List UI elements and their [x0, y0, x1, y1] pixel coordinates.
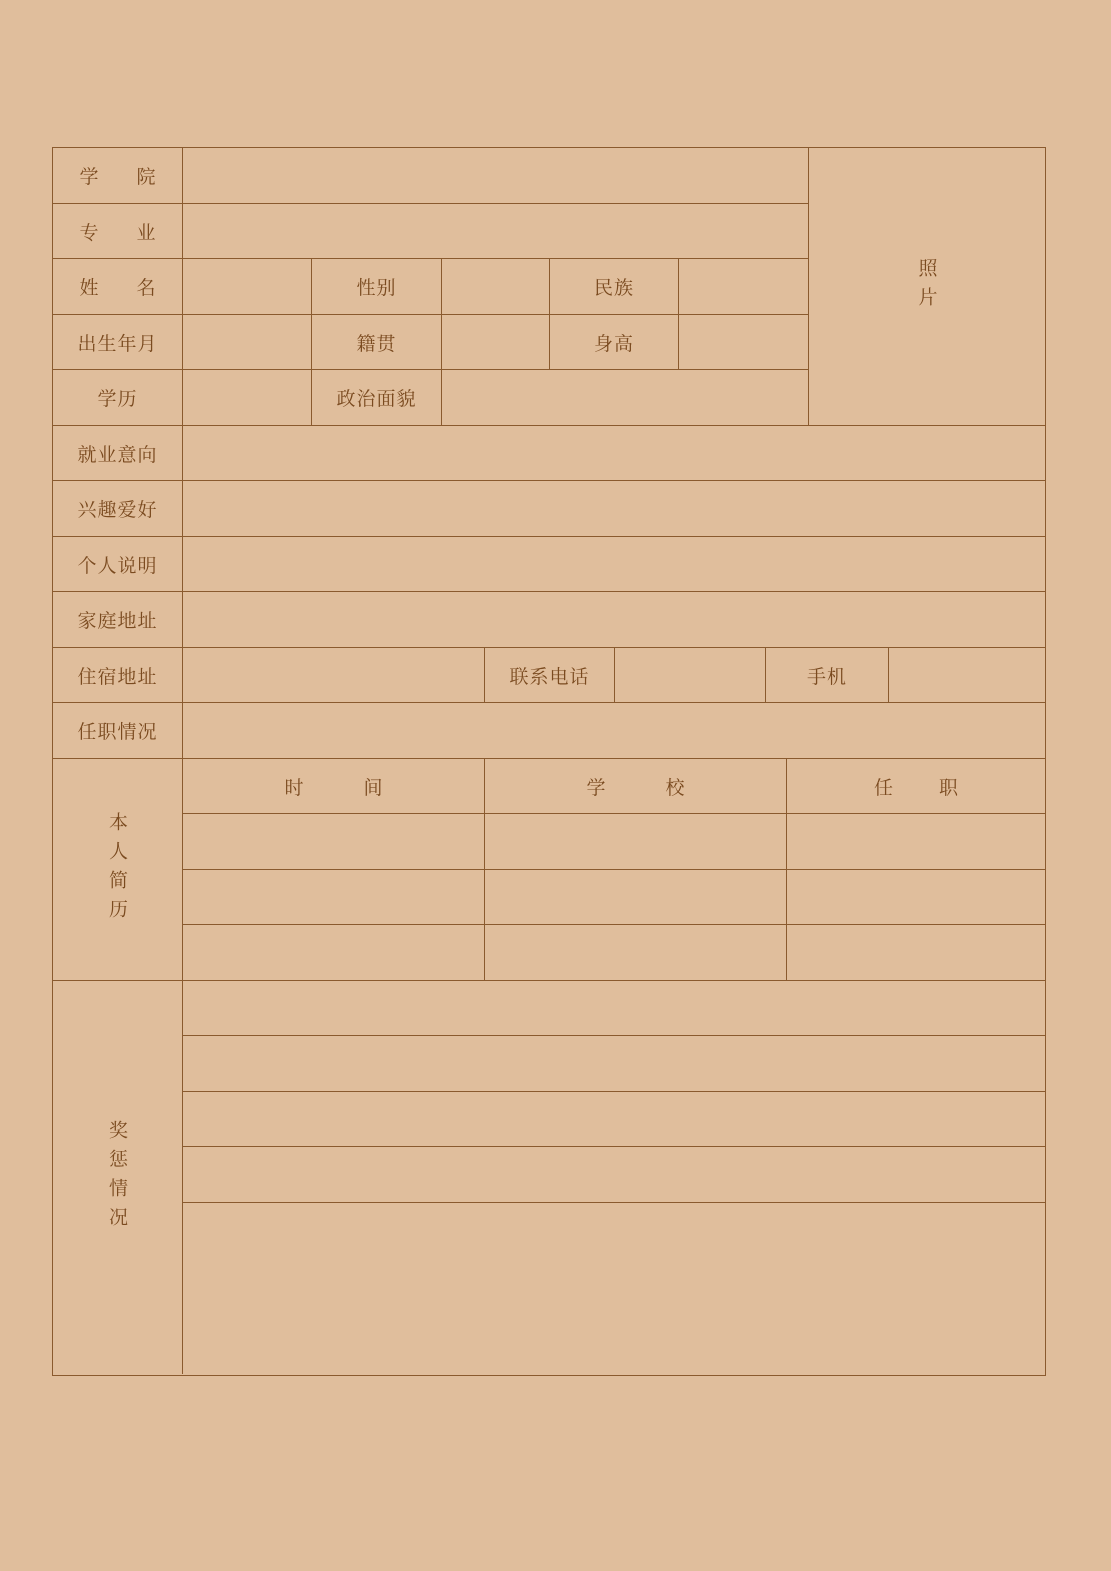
field-dorm-address[interactable]	[183, 648, 485, 703]
field-college[interactable]	[183, 148, 809, 204]
resume-header-time: 时间	[183, 759, 485, 814]
field-name[interactable]	[183, 259, 312, 315]
label-education: 学历	[53, 370, 183, 426]
field-home-address[interactable]	[183, 592, 1045, 648]
field-native-place[interactable]	[442, 315, 550, 370]
rewards-line-4[interactable]	[183, 1147, 1045, 1203]
field-hobbies[interactable]	[183, 481, 1045, 537]
rewards-line-3[interactable]	[183, 1092, 1045, 1147]
resume-cell-position-3[interactable]	[787, 925, 1045, 981]
resume-cell-school-3[interactable]	[485, 925, 787, 981]
label-political-status: 政治面貌	[312, 370, 442, 426]
resume-header-school: 学校	[485, 759, 787, 814]
photo-area[interactable]: 照片	[809, 148, 1045, 426]
field-positions-held[interactable]	[183, 703, 1045, 759]
field-major[interactable]	[183, 204, 809, 259]
label-major: 专 业	[53, 204, 183, 259]
label-job-intent: 就业意向	[53, 426, 183, 481]
label-personal-statement: 个人说明	[53, 537, 183, 592]
label-rewards: 奖惩情况	[53, 981, 183, 1374]
field-height[interactable]	[679, 315, 809, 370]
label-height: 身高	[550, 315, 679, 370]
label-college: 学 院	[53, 148, 183, 204]
resume-form	[52, 147, 1046, 1376]
label-positions-held: 任职情况	[53, 703, 183, 759]
label-native-place: 籍贯	[312, 315, 442, 370]
label-hobbies: 兴趣爱好	[53, 481, 183, 537]
label-mobile: 手机	[766, 648, 889, 703]
resume-cell-time-2[interactable]	[183, 870, 485, 925]
resume-cell-position-2[interactable]	[787, 870, 1045, 925]
resume-cell-school-2[interactable]	[485, 870, 787, 925]
label-ethnicity: 民族	[550, 259, 679, 315]
field-job-intent[interactable]	[183, 426, 1045, 481]
label-dorm-address: 住宿地址	[53, 648, 183, 703]
resume-header-position: 任职	[787, 759, 1045, 814]
rewards-line-5[interactable]	[183, 1203, 1045, 1374]
field-political-status[interactable]	[442, 370, 809, 426]
field-gender[interactable]	[442, 259, 550, 315]
field-contact-phone[interactable]	[615, 648, 766, 703]
label-birth: 出生年月	[53, 315, 183, 370]
label-resume: 本人简历	[53, 759, 183, 981]
field-personal-statement[interactable]	[183, 537, 1045, 592]
field-education[interactable]	[183, 370, 312, 426]
field-birth[interactable]	[183, 315, 312, 370]
label-contact-phone: 联系电话	[485, 648, 615, 703]
rewards-line-2[interactable]	[183, 1036, 1045, 1092]
field-ethnicity[interactable]	[679, 259, 809, 315]
resume-cell-time-3[interactable]	[183, 925, 485, 981]
label-home-address: 家庭地址	[53, 592, 183, 648]
label-gender: 性别	[312, 259, 442, 315]
resume-cell-school-1[interactable]	[485, 814, 787, 870]
field-mobile[interactable]	[889, 648, 1045, 703]
rewards-line-1[interactable]	[183, 981, 1045, 1036]
resume-cell-time-1[interactable]	[183, 814, 485, 870]
label-name: 姓 名	[53, 259, 183, 315]
resume-cell-position-1[interactable]	[787, 814, 1045, 870]
